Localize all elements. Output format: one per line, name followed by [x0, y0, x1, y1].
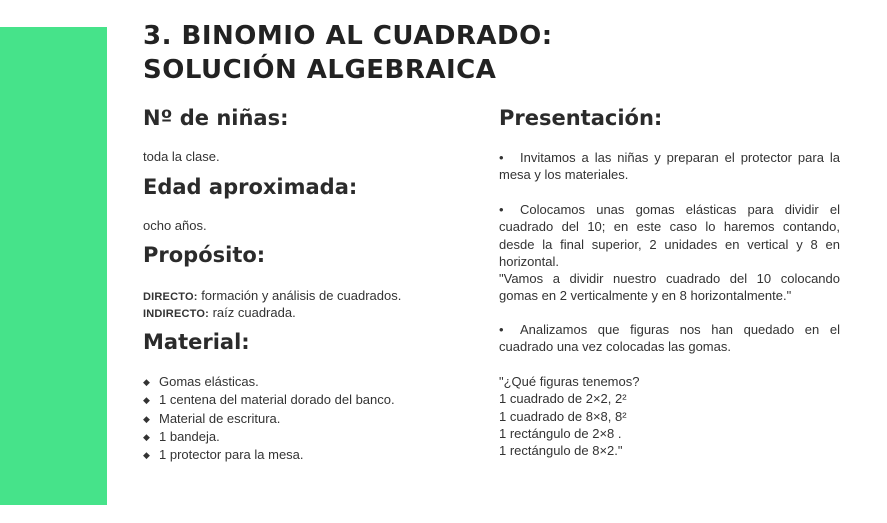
directo-label: DIRECTO:	[143, 291, 198, 303]
list-item: ◆ 1 centena del material dorado del banco.	[143, 391, 395, 409]
diamond-bullet-icon: ◆	[143, 395, 150, 406]
proposito-indirecto	[143, 304, 296, 323]
list-item: ◆ 1 protector para la mesa.	[143, 446, 395, 464]
page-title	[143, 19, 553, 87]
list-item: ◆ Material de escritura.	[143, 410, 395, 428]
presentacion-heading: Presentación:	[499, 106, 663, 130]
title-line-2: SOLUCIÓN ALGEBRAICA	[143, 55, 497, 85]
diamond-bullet-icon: ◆	[143, 377, 150, 387]
accent-bar	[0, 27, 107, 505]
bullet-icon: •	[499, 202, 504, 217]
directo-text: formación y análisis de cuadrados.	[197, 288, 402, 303]
indirecto-label: INDIRECTO:	[143, 308, 209, 320]
presentacion-paragraph-1: • Invitamos a las niñas y preparan el protector para la mesa y los materiales.	[499, 150, 840, 183]
diamond-bullet-icon: ◆	[143, 431, 150, 442]
diamond-bullet-icon: ◆	[143, 450, 150, 461]
edad-heading: Edad aproximada:	[143, 175, 358, 199]
ninas-heading: Nº de niñas:	[143, 106, 289, 130]
material-list	[143, 373, 395, 464]
material-heading: Material:	[143, 330, 250, 354]
proposito-heading: Propósito:	[143, 243, 266, 267]
title-line-1: 3. BINOMIO AL CUADRADO:	[143, 21, 553, 51]
bullet-icon: •	[499, 322, 504, 337]
diamond-bullet-icon: ◆	[143, 413, 150, 424]
presentacion-paragraph-2: • Colocamos unas gomas elásticas para dividir el cuadrado del 10; en este caso lo haremos contando, desde la final superior, 2 unidades en vertical y 8 en horizontal.	[499, 202, 840, 269]
edad-text: ocho años.	[143, 218, 207, 233]
presentacion-paragraph-3: • Analizamos que figuras nos han quedado en el cuadrado una vez colocadas las gomas.	[499, 322, 840, 355]
presentacion-quote-1: "Vamos a dividir nuestro cuadrado del 10 colocando gomas en 2 verticalmente y en 8 horizontalmente."	[499, 271, 840, 304]
bullet-icon: •	[499, 150, 504, 165]
list-item: ◆ Gomas elásticas.	[143, 373, 395, 391]
indirecto-text: raíz cuadrada.	[208, 305, 296, 320]
presentacion-quote-2: "¿Qué figuras tenemos? 1 cuadrado de 2×2, 2² 1 cuadrado de 8×8, 8² 1 rectángulo de 2×8 . 1 rectángulo de 8×2."	[499, 374, 640, 459]
ninas-text: toda la clase.	[143, 149, 220, 164]
list-item: ◆ 1 bandeja.	[143, 428, 395, 446]
